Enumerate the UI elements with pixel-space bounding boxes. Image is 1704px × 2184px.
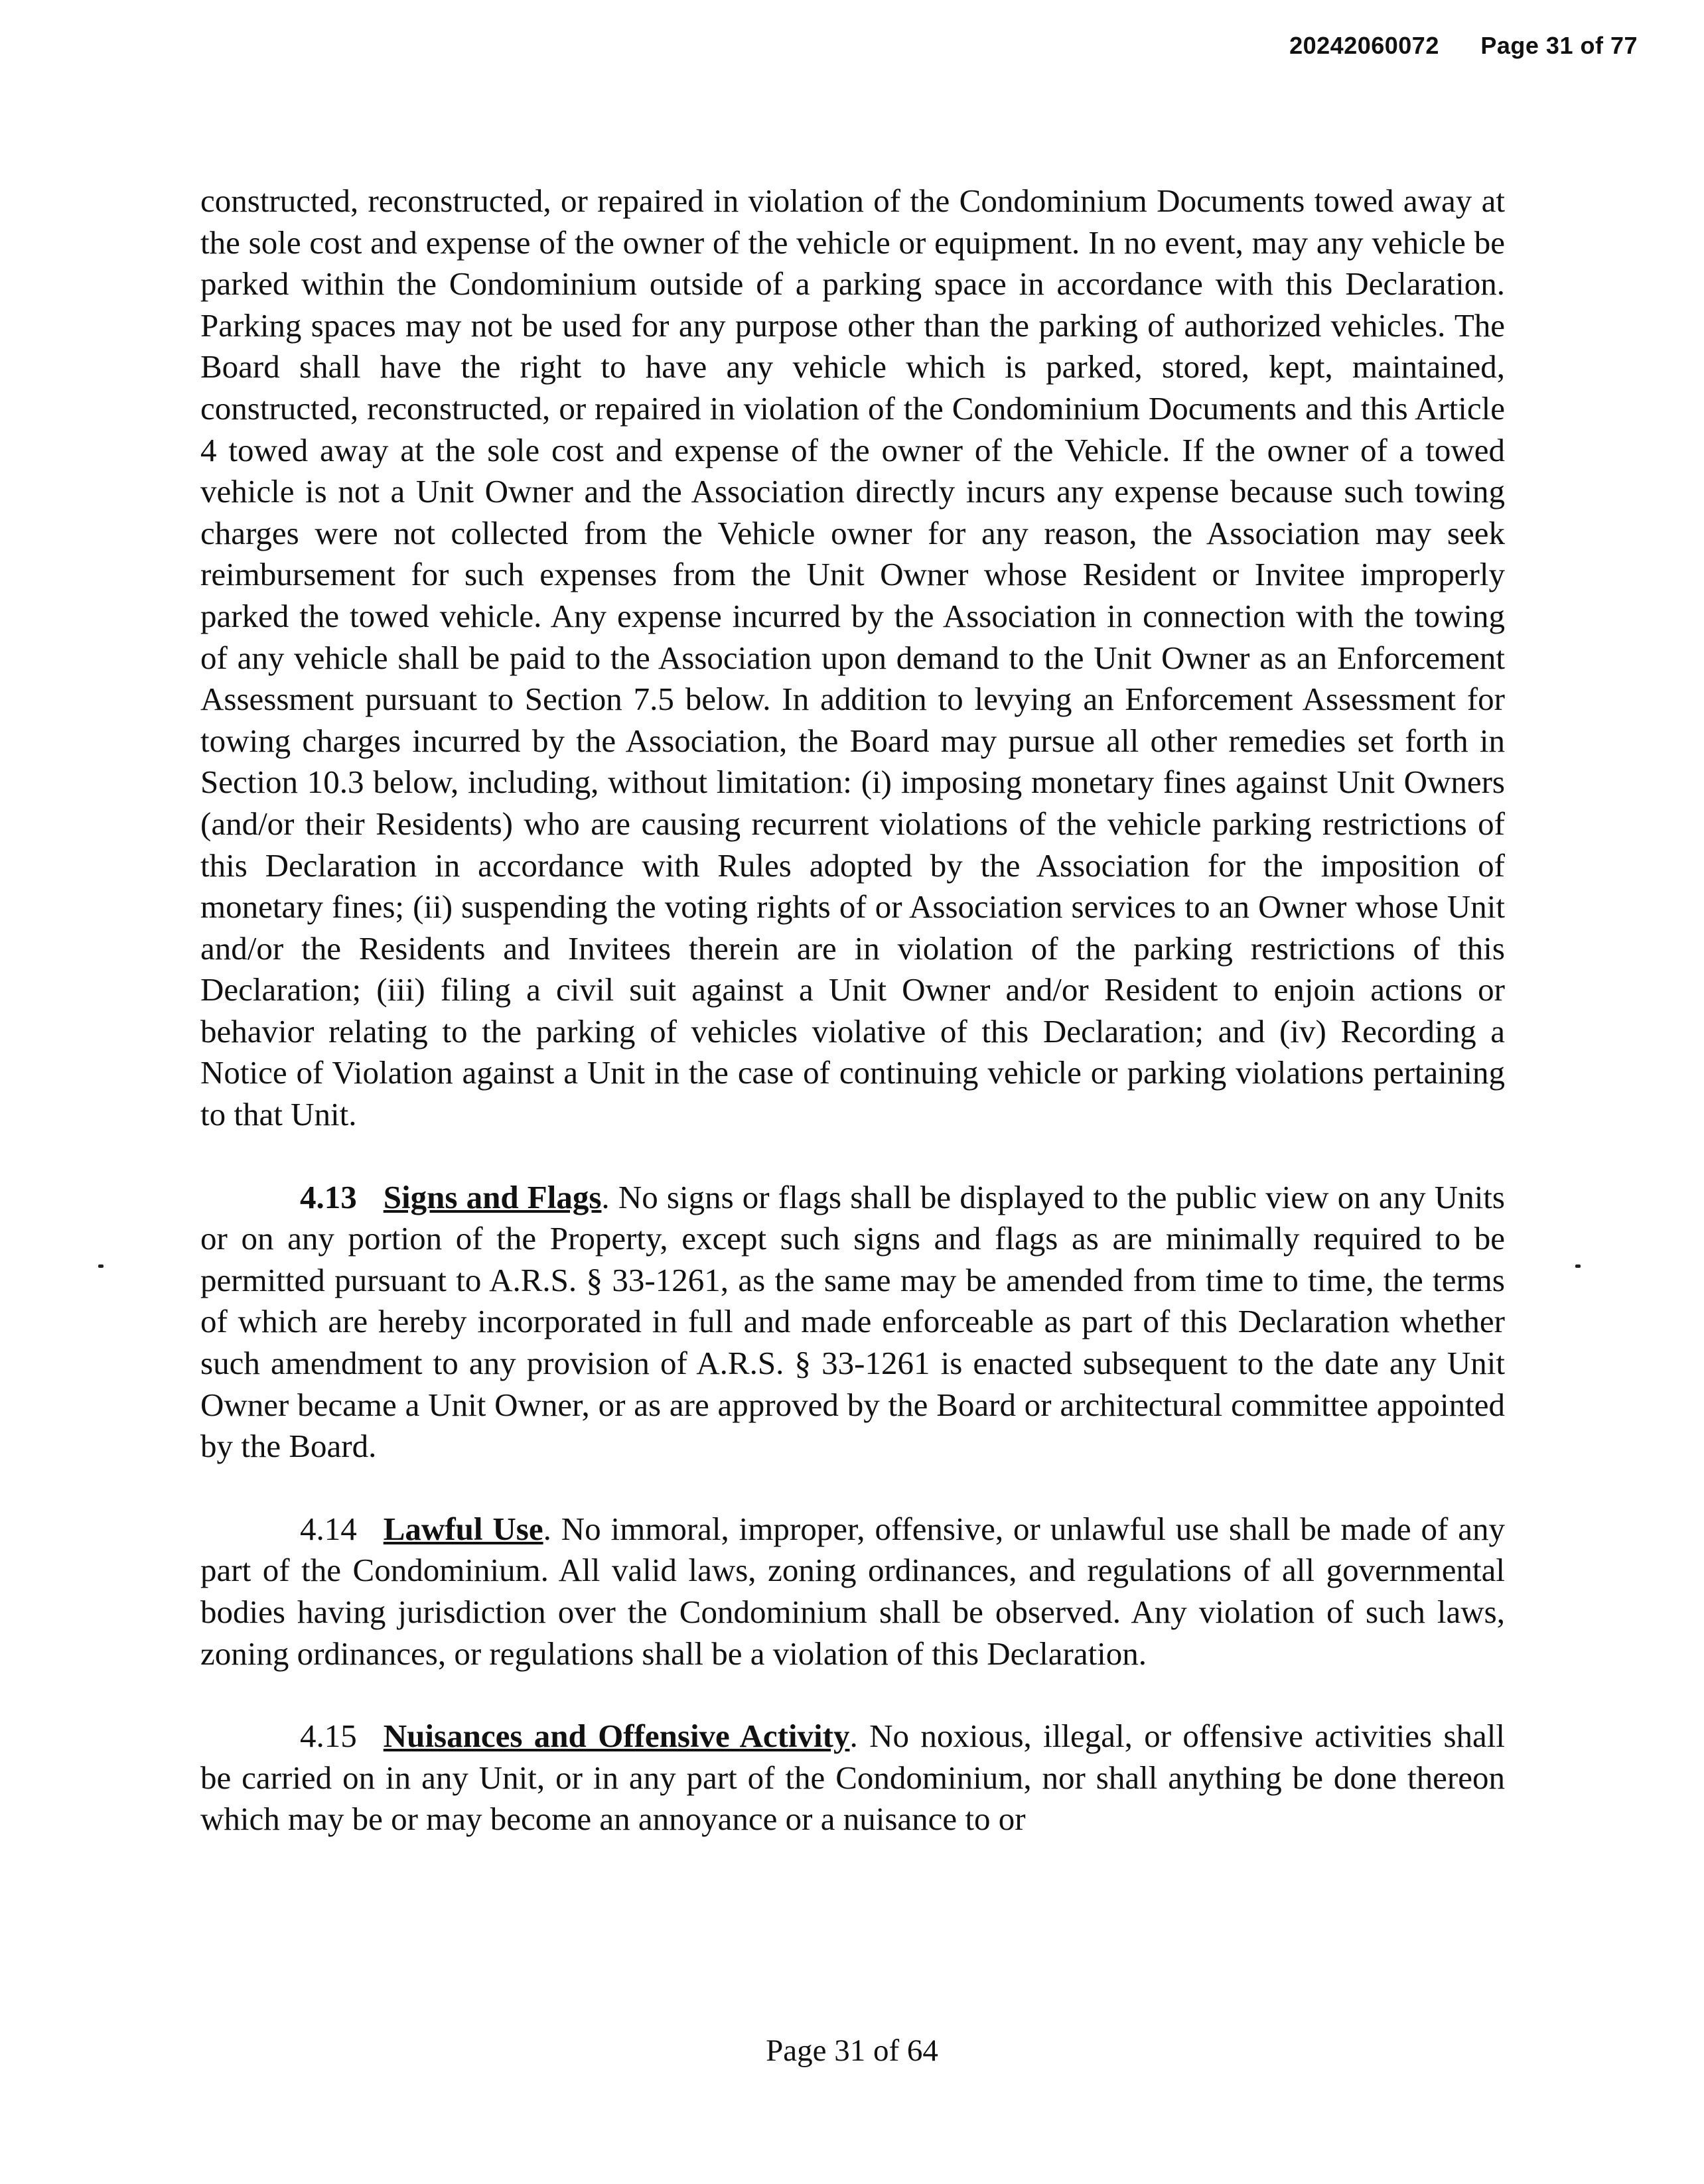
footer-page-label: Page 31 of 64 — [766, 2033, 938, 2068]
recording-number: 20242060072 — [1289, 32, 1439, 59]
section-text: . No noxious, illegal, or offensive activities shall be carried on in any Unit, or in any part of the Condominium, nor shall anything be done thereon which may be or may become an annoyance or a nuisance to or — [200, 1718, 1505, 1838]
section-title: Nuisances and Offensive Activity — [383, 1718, 850, 1755]
scan-speck-left — [98, 1264, 104, 1268]
header-page-label: Page 31 of 77 — [1480, 32, 1638, 59]
section-number: 4.13 — [300, 1178, 357, 1215]
page-footer — [0, 2033, 1704, 2069]
section-4-15 — [200, 1716, 1505, 1840]
section-number: 4.15 — [300, 1718, 357, 1755]
document-body — [200, 180, 1505, 1881]
section-4-13 — [200, 1177, 1505, 1467]
section-4-14 — [200, 1509, 1505, 1674]
recording-header — [1289, 32, 1638, 60]
section-title: Lawful Use — [383, 1510, 543, 1547]
section-number: 4.14 — [300, 1510, 357, 1547]
section-title: Signs and Flags — [383, 1178, 602, 1215]
section-text: . No immoral, improper, offensive, or unlawful use shall be made of any part of the Condominium. All valid laws, zoning ordinances, and regulations of all governmental bodies having jurisdiction over the Condominium shall be observed. Any violation of such laws, zoning ordinances, or regulations shall be a violation of this Declaration. — [200, 1510, 1505, 1672]
scan-speck-right — [1575, 1264, 1581, 1268]
continuation-paragraph: constructed, reconstructed, or repaired in violation of the Condominium Documents towed away at the sole cost and expense of the owner of the vehicle or equipment. In no event, may any vehicle be parked within the Condominium outside of a parking space in accordance with this Declaration. Parking spaces may not be used for any purpose other than the parking of authorized vehicles. The Board shall have the right to have any vehicle which is parked, stored, kept, maintained, constructed, reconstructed, or repaired in violation of the Condominium Documents and this Article 4 towed away at the sole cost and expense of the owner of the Vehicle. If the owner of a towed vehicle is not a Unit Owner and the Association directly incurs any expense because such towing charges were not collected from the Vehicle owner for any reason, the Association may seek reimbursement for such expenses from the Unit Owner whose Resident or Invitee improperly parked the towed vehicle. Any expense incurred by the Association in connection with the towing of any vehicle shall be paid to the Association upon demand to the Unit Owner as an Enforcement Assessment pursuant to Section 7.5 below. In addition to levying an Enforcement Assessment for towing charges incurred by the Association, the Board may pursue all other remedies set forth in Section 10.3 below, including, without limitation: (i) imposing monetary fines against Unit Owners (and/or their Residents) who are causing recurrent violations of the vehicle parking restrictions of this Declaration in accordance with Rules adopted by the Association for the imposition of monetary fines; (ii) suspending the voting rights of or Association services to an Owner whose Unit and/or the Residents and Invitees therein are in violation of the parking restrictions of this Declaration; (iii) filing a civil suit against a Unit Owner and/or Resident to enjoin actions or behavior relating to the parking of vehicles violative of this Declaration; and (iv) Recording a Notice of Violation against a Unit in the case of continuing vehicle or parking violations pertaining to that Unit. — [200, 182, 1505, 1133]
section-text: . No signs or flags shall be displayed to the public view on any Units or on any portion of the Property, except such signs and flags as are minimally required to be permitted pursuant to A.R.S. § 33-1261, as the same may be amended from time to time, the terms of which are hereby incorporated in full and made enforceable as part of this Declaration whether such amendment to any provision of A.R.S. § 33-1261 is enacted subsequent to the date any Unit Owner became a Unit Owner, or as are approved by the Board or architectural committee appointed by the Board. — [200, 1178, 1505, 1465]
